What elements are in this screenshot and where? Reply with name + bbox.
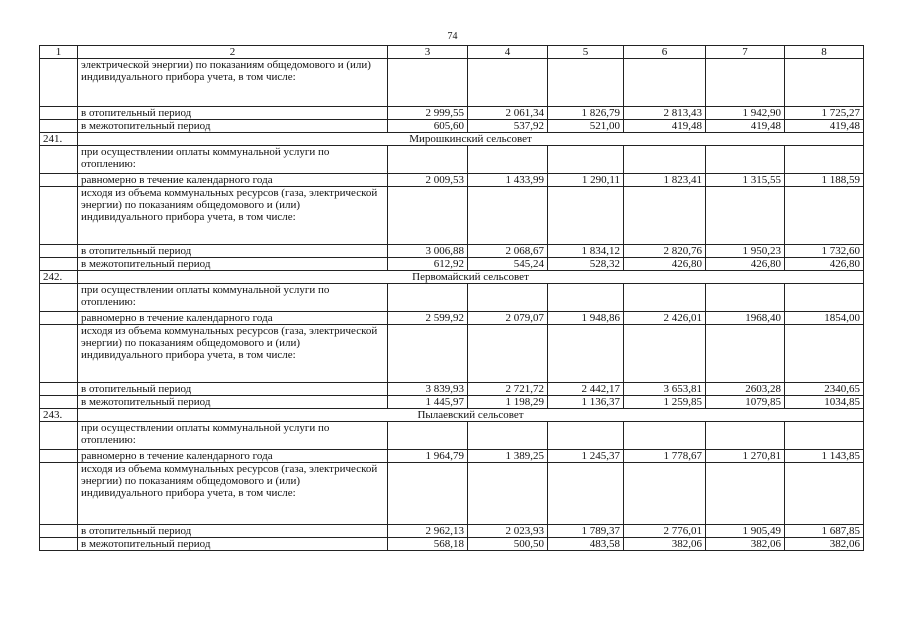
column-header: 7 bbox=[706, 46, 785, 59]
settlement-title: Первомайский сельсовет bbox=[78, 271, 864, 284]
empty-cell bbox=[548, 187, 624, 245]
row-number: 243. bbox=[40, 409, 78, 422]
tariff-value-cell: 1 687,85 bbox=[785, 525, 864, 538]
tariff-value-cell: 419,48 bbox=[785, 120, 864, 133]
tariff-value-cell: 1079,85 bbox=[706, 396, 785, 409]
page-number: 74 bbox=[447, 31, 458, 42]
settlement-title: Пылаевский сельсовет bbox=[78, 409, 864, 422]
description-row bbox=[40, 422, 864, 450]
empty-cell bbox=[468, 325, 548, 383]
tariff-value-cell: 2 721,72 bbox=[468, 383, 548, 396]
row-description: в межотопительный период bbox=[78, 258, 388, 271]
table-row bbox=[40, 538, 864, 551]
tariff-value-cell: 3 006,88 bbox=[388, 245, 468, 258]
column-header: 6 bbox=[624, 46, 706, 59]
row-number bbox=[40, 245, 78, 258]
row-number bbox=[40, 525, 78, 538]
tariff-value-cell: 1 143,85 bbox=[785, 450, 864, 463]
column-header: 2 bbox=[78, 46, 388, 59]
empty-cell bbox=[388, 284, 468, 312]
tariff-value-cell: 2 061,34 bbox=[468, 107, 548, 120]
row-description: в межотопительный период bbox=[78, 120, 388, 133]
empty-cell bbox=[785, 422, 864, 450]
tariff-value-cell: 1854,00 bbox=[785, 312, 864, 325]
row-description: исходя из объема коммунальных ресурсов (газа, электрической энергии) по показаниям общедомового и (или) индивидуального прибора учета, в том числе: bbox=[78, 325, 388, 383]
empty-cell bbox=[548, 422, 624, 450]
row-description: в отопительный период bbox=[78, 107, 388, 120]
description-row bbox=[40, 284, 864, 312]
row-number bbox=[40, 463, 78, 525]
row-number bbox=[40, 187, 78, 245]
empty-cell bbox=[624, 422, 706, 450]
tariff-value-cell: 1 732,60 bbox=[785, 245, 864, 258]
row-description: равномерно в течение календарного года bbox=[78, 450, 388, 463]
tariff-value-cell: 2603,28 bbox=[706, 383, 785, 396]
empty-cell bbox=[468, 284, 548, 312]
tariff-value-cell: 419,48 bbox=[706, 120, 785, 133]
row-description: при осуществлении оплаты коммунальной услуги по отоплению: bbox=[78, 146, 388, 174]
table-row bbox=[40, 450, 864, 463]
table-row bbox=[40, 107, 864, 120]
empty-cell bbox=[706, 463, 785, 525]
tariff-value-cell: 1 964,79 bbox=[388, 450, 468, 463]
empty-cell bbox=[706, 146, 785, 174]
empty-cell bbox=[388, 463, 468, 525]
row-number bbox=[40, 538, 78, 551]
tariff-value-cell: 426,80 bbox=[706, 258, 785, 271]
row-number bbox=[40, 284, 78, 312]
empty-cell bbox=[468, 187, 548, 245]
row-number bbox=[40, 383, 78, 396]
empty-cell bbox=[548, 463, 624, 525]
tariff-value-cell: 2340,65 bbox=[785, 383, 864, 396]
tariff-value-cell: 1 778,67 bbox=[624, 450, 706, 463]
tariff-value-cell: 1 789,37 bbox=[548, 525, 624, 538]
empty-cell bbox=[785, 187, 864, 245]
table-row bbox=[40, 383, 864, 396]
empty-cell bbox=[468, 463, 548, 525]
tariff-value-cell: 2 820,76 bbox=[624, 245, 706, 258]
tariff-value-cell: 568,18 bbox=[388, 538, 468, 551]
tariff-value-cell: 1 433,99 bbox=[468, 174, 548, 187]
tariff-value-cell: 2 999,55 bbox=[388, 107, 468, 120]
row-description: в межотопительный период bbox=[78, 396, 388, 409]
row-description: в отопительный период bbox=[78, 245, 388, 258]
table-row bbox=[40, 258, 864, 271]
empty-cell bbox=[785, 463, 864, 525]
tariff-value-cell: 2 599,92 bbox=[388, 312, 468, 325]
empty-cell bbox=[624, 59, 706, 107]
row-description: в межотопительный период bbox=[78, 538, 388, 551]
description-row bbox=[40, 325, 864, 383]
tariff-value-cell: 1 823,41 bbox=[624, 174, 706, 187]
empty-cell bbox=[624, 284, 706, 312]
tariff-value-cell: 1 826,79 bbox=[548, 107, 624, 120]
empty-cell bbox=[548, 284, 624, 312]
tariff-value-cell: 1 950,23 bbox=[706, 245, 785, 258]
row-description: исходя из объема коммунальных ресурсов (газа, электрической энергии) по показаниям общедомового и (или) индивидуального прибора учета, в том числе: bbox=[78, 463, 388, 525]
empty-cell bbox=[388, 59, 468, 107]
tariff-value-cell: 1 389,25 bbox=[468, 450, 548, 463]
group-title-row bbox=[40, 409, 864, 422]
empty-cell bbox=[468, 146, 548, 174]
settlement-title: Мирошкинский сельсовет bbox=[78, 133, 864, 146]
tariff-value-cell: 1 834,12 bbox=[548, 245, 624, 258]
description-row bbox=[40, 187, 864, 245]
tariff-value-cell: 1 905,49 bbox=[706, 525, 785, 538]
row-number bbox=[40, 120, 78, 133]
empty-cell bbox=[706, 422, 785, 450]
row-description: при осуществлении оплаты коммунальной услуги по отоплению: bbox=[78, 422, 388, 450]
empty-cell bbox=[388, 187, 468, 245]
empty-cell bbox=[624, 146, 706, 174]
tariff-value-cell: 419,48 bbox=[624, 120, 706, 133]
tariff-value-cell: 1 445,97 bbox=[388, 396, 468, 409]
group-title-row bbox=[40, 271, 864, 284]
row-description: при осуществлении оплаты коммунальной услуги по отоплению: bbox=[78, 284, 388, 312]
description-row bbox=[40, 59, 864, 107]
row-number: 241. bbox=[40, 133, 78, 146]
tariff-value-cell: 2 813,43 bbox=[624, 107, 706, 120]
tariff-value-cell: 1 188,59 bbox=[785, 174, 864, 187]
tariff-value-cell: 2 776,01 bbox=[624, 525, 706, 538]
table-row bbox=[40, 312, 864, 325]
tariff-value-cell: 2 442,17 bbox=[548, 383, 624, 396]
row-number bbox=[40, 59, 78, 107]
tariff-value-cell: 2 962,13 bbox=[388, 525, 468, 538]
empty-cell bbox=[548, 59, 624, 107]
table-row bbox=[40, 120, 864, 133]
column-header: 5 bbox=[548, 46, 624, 59]
empty-cell bbox=[468, 59, 548, 107]
description-row bbox=[40, 463, 864, 525]
row-number bbox=[40, 258, 78, 271]
empty-cell bbox=[706, 325, 785, 383]
tariff-value-cell: 1 290,11 bbox=[548, 174, 624, 187]
tariff-value-cell: 382,06 bbox=[706, 538, 785, 551]
empty-cell bbox=[624, 187, 706, 245]
column-header: 4 bbox=[468, 46, 548, 59]
table-row bbox=[40, 396, 864, 409]
tariff-value-cell: 3 839,93 bbox=[388, 383, 468, 396]
tariff-value-cell: 1 270,81 bbox=[706, 450, 785, 463]
tariff-value-cell: 483,58 bbox=[548, 538, 624, 551]
tariff-value-cell: 1968,40 bbox=[706, 312, 785, 325]
tariff-value-cell: 521,00 bbox=[548, 120, 624, 133]
column-header: 3 bbox=[388, 46, 468, 59]
tariff-value-cell: 2 426,01 bbox=[624, 312, 706, 325]
tariff-value-cell: 2 079,07 bbox=[468, 312, 548, 325]
empty-cell bbox=[785, 284, 864, 312]
tariff-value-cell: 1 315,55 bbox=[706, 174, 785, 187]
empty-cell bbox=[548, 325, 624, 383]
empty-cell bbox=[388, 422, 468, 450]
tariff-value-cell: 382,06 bbox=[624, 538, 706, 551]
empty-cell bbox=[624, 325, 706, 383]
empty-cell bbox=[548, 146, 624, 174]
tariff-value-cell: 1034,85 bbox=[785, 396, 864, 409]
row-number bbox=[40, 174, 78, 187]
empty-cell bbox=[706, 187, 785, 245]
tariff-value-cell: 537,92 bbox=[468, 120, 548, 133]
description-row bbox=[40, 146, 864, 174]
table-row bbox=[40, 525, 864, 538]
tariff-value-cell: 1 942,90 bbox=[706, 107, 785, 120]
tariff-value-cell: 382,06 bbox=[785, 538, 864, 551]
tariff-value-cell: 1 245,37 bbox=[548, 450, 624, 463]
tariff-value-cell: 545,24 bbox=[468, 258, 548, 271]
empty-cell bbox=[706, 59, 785, 107]
group-title-row bbox=[40, 133, 864, 146]
empty-cell bbox=[785, 325, 864, 383]
row-number bbox=[40, 396, 78, 409]
tariff-value-cell: 1 198,29 bbox=[468, 396, 548, 409]
tariff-value-cell: 2 009,53 bbox=[388, 174, 468, 187]
tariff-table bbox=[39, 45, 864, 551]
row-number: 242. bbox=[40, 271, 78, 284]
row-description: исходя из объема коммунальных ресурсов (газа, электрической энергии) по показаниям общедомового и (или) индивидуального прибора учета, в том числе: bbox=[78, 187, 388, 245]
row-number bbox=[40, 325, 78, 383]
column-header: 8 bbox=[785, 46, 864, 59]
table-row bbox=[40, 245, 864, 258]
table-row bbox=[40, 174, 864, 187]
row-description: в отопительный период bbox=[78, 525, 388, 538]
row-number bbox=[40, 146, 78, 174]
row-number bbox=[40, 422, 78, 450]
tariff-value-cell: 1 725,27 bbox=[785, 107, 864, 120]
tariff-value-cell: 2 068,67 bbox=[468, 245, 548, 258]
row-number bbox=[40, 312, 78, 325]
tariff-value-cell: 426,80 bbox=[624, 258, 706, 271]
empty-cell bbox=[388, 325, 468, 383]
empty-cell bbox=[785, 59, 864, 107]
empty-cell bbox=[624, 463, 706, 525]
row-description: электрической энергии) по показаниям общедомового и (или) индивидуального прибора учета, в том числе: bbox=[78, 59, 388, 107]
row-description: равномерно в течение календарного года bbox=[78, 312, 388, 325]
tariff-value-cell: 1 948,86 bbox=[548, 312, 624, 325]
tariff-value-cell: 612,92 bbox=[388, 258, 468, 271]
empty-cell bbox=[388, 146, 468, 174]
tariff-value-cell: 3 653,81 bbox=[624, 383, 706, 396]
empty-cell bbox=[706, 284, 785, 312]
tariff-value-cell: 500,50 bbox=[468, 538, 548, 551]
empty-cell bbox=[468, 422, 548, 450]
row-description: равномерно в течение календарного года bbox=[78, 174, 388, 187]
column-header: 1 bbox=[40, 46, 78, 59]
tariff-value-cell: 605,60 bbox=[388, 120, 468, 133]
row-number bbox=[40, 450, 78, 463]
row-number bbox=[40, 107, 78, 120]
tariff-value-cell: 2 023,93 bbox=[468, 525, 548, 538]
tariff-value-cell: 528,32 bbox=[548, 258, 624, 271]
row-description: в отопительный период bbox=[78, 383, 388, 396]
tariff-value-cell: 1 259,85 bbox=[624, 396, 706, 409]
tariff-value-cell: 1 136,37 bbox=[548, 396, 624, 409]
table-header-row bbox=[40, 46, 864, 59]
empty-cell bbox=[785, 146, 864, 174]
tariff-value-cell: 426,80 bbox=[785, 258, 864, 271]
